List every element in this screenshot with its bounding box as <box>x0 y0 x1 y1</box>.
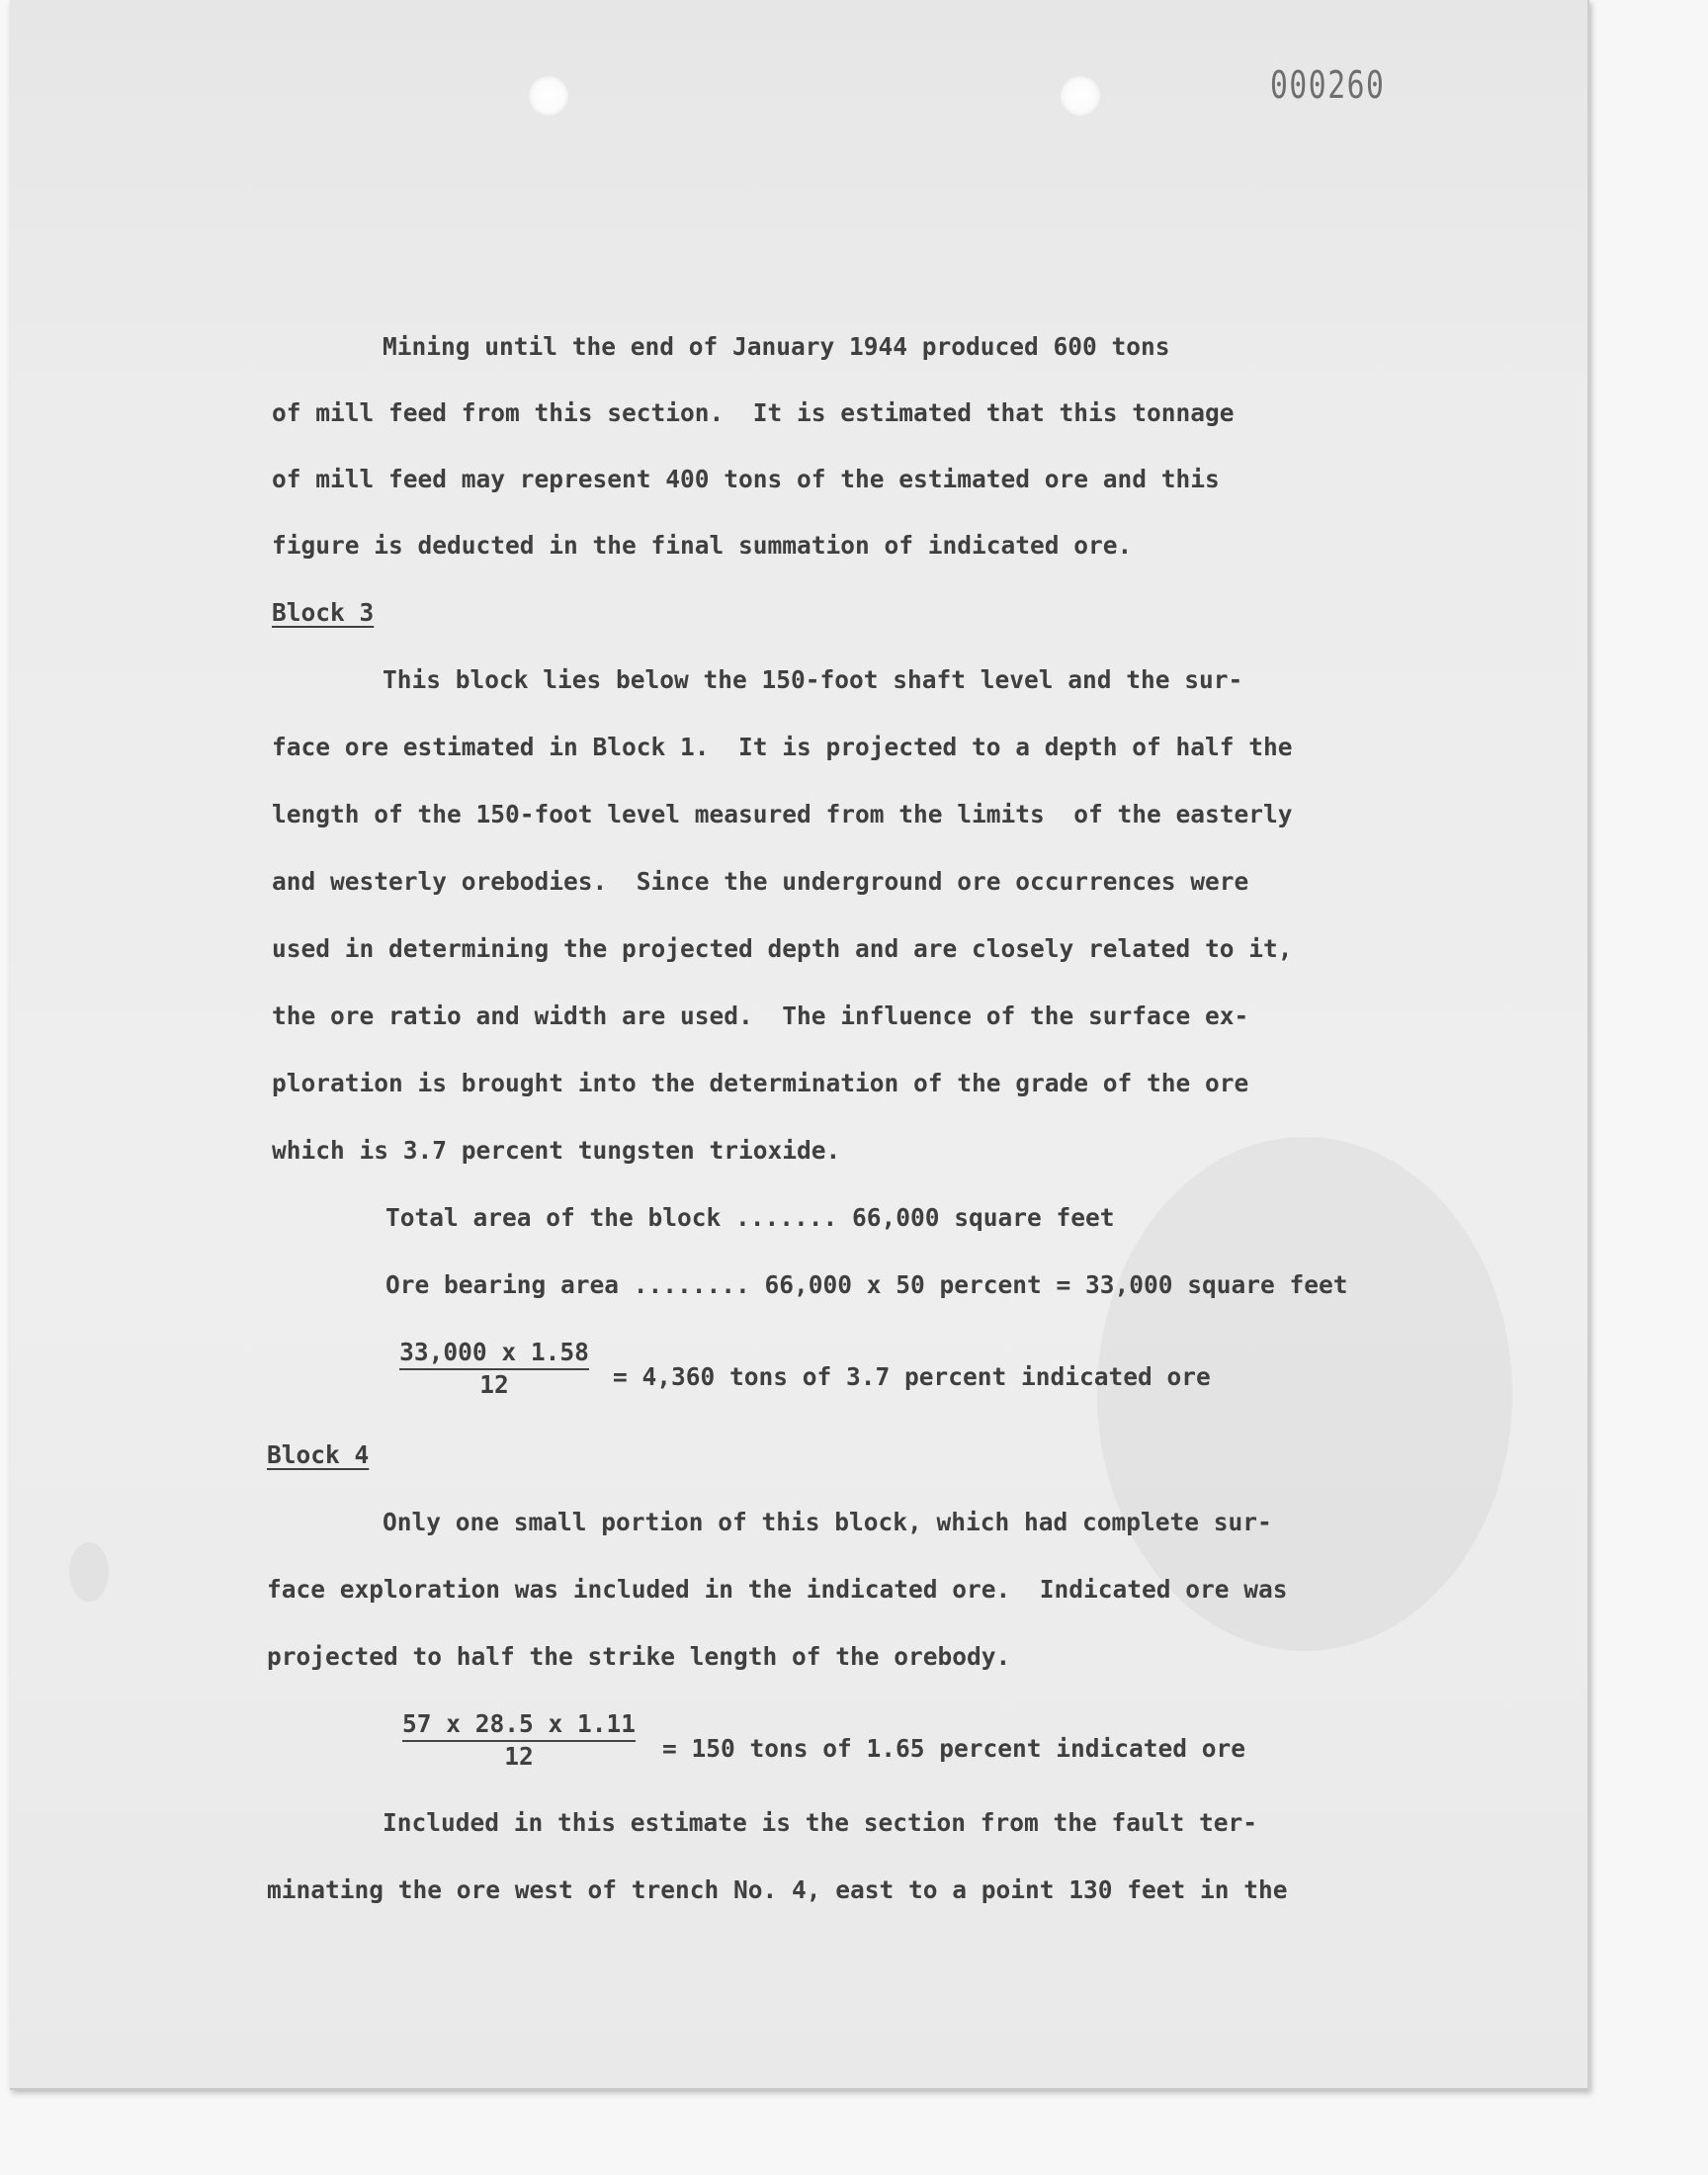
page-number: 000260 <box>1270 63 1386 107</box>
block-4-formula-fraction <box>381 1709 657 1772</box>
section-heading-block-4: Block 4 <box>267 1440 370 1469</box>
text-line: length of the 150-foot level measured from the limits of the easterly <box>272 800 1293 828</box>
formula-denominator: 12 <box>479 1370 509 1399</box>
formula-denominator: 12 <box>504 1742 534 1771</box>
scan-smudge <box>1097 1137 1512 1651</box>
text-line: This block lies below the 150-foot shaft level and the sur- <box>383 665 1243 694</box>
text-line: the ore ratio and width are used. The influence of the surface ex- <box>272 1001 1249 1030</box>
text-line: face exploration was included in the indicated ore. Indicated ore was <box>267 1575 1288 1604</box>
total-area-line: Total area of the block ....... 66,000 square feet <box>385 1203 1115 1232</box>
formula-numerator: 57 x 28.5 x 1.11 <box>402 1709 636 1742</box>
text-line: ploration is brought into the determination of the grade of the ore <box>272 1069 1249 1097</box>
ore-bearing-area-line: Ore bearing area ........ 66,000 x 50 percent = 33,000 square feet <box>385 1270 1348 1299</box>
punch-hole-left <box>529 76 568 116</box>
block-3-formula-fraction <box>381 1338 608 1400</box>
section-heading-block-3: Block 3 <box>272 598 375 627</box>
paper-sheet <box>10 0 1589 2090</box>
text-line: which is 3.7 percent tungsten trioxide. <box>272 1136 841 1165</box>
scan-smudge <box>69 1542 109 1602</box>
text-line: used in determining the projected depth and are closely related to it, <box>272 934 1293 963</box>
punch-hole-right <box>1061 76 1100 116</box>
text-line: face ore estimated in Block 1. It is projected to a depth of half the <box>272 733 1293 761</box>
text-line: Included in this estimate is the section from the fault ter- <box>383 1808 1258 1837</box>
text-line: of mill feed from this section. It is estimated that this tonnage <box>272 398 1235 427</box>
block-3-formula-result: = 4,360 tons of 3.7 percent indicated ore <box>613 1361 1211 1391</box>
text-line: of mill feed may represent 400 tons of the estimated ore and this <box>272 465 1220 493</box>
text-line: minating the ore west of trench No. 4, east to a point 130 feet in the <box>267 1875 1288 1904</box>
text-line: and westerly orebodies. Since the underground ore occurrences were <box>272 867 1249 896</box>
text-line: figure is deducted in the final summation of indicated ore. <box>272 531 1133 560</box>
block-4-formula-result: = 150 tons of 1.65 percent indicated ore <box>662 1733 1246 1763</box>
text-line: projected to half the strike length of the orebody. <box>267 1642 1011 1671</box>
text-line: Mining until the end of January 1944 produced 600 tons <box>383 332 1170 361</box>
text-line: Only one small portion of this block, which had complete sur- <box>383 1508 1272 1536</box>
formula-numerator: 33,000 x 1.58 <box>399 1338 589 1370</box>
